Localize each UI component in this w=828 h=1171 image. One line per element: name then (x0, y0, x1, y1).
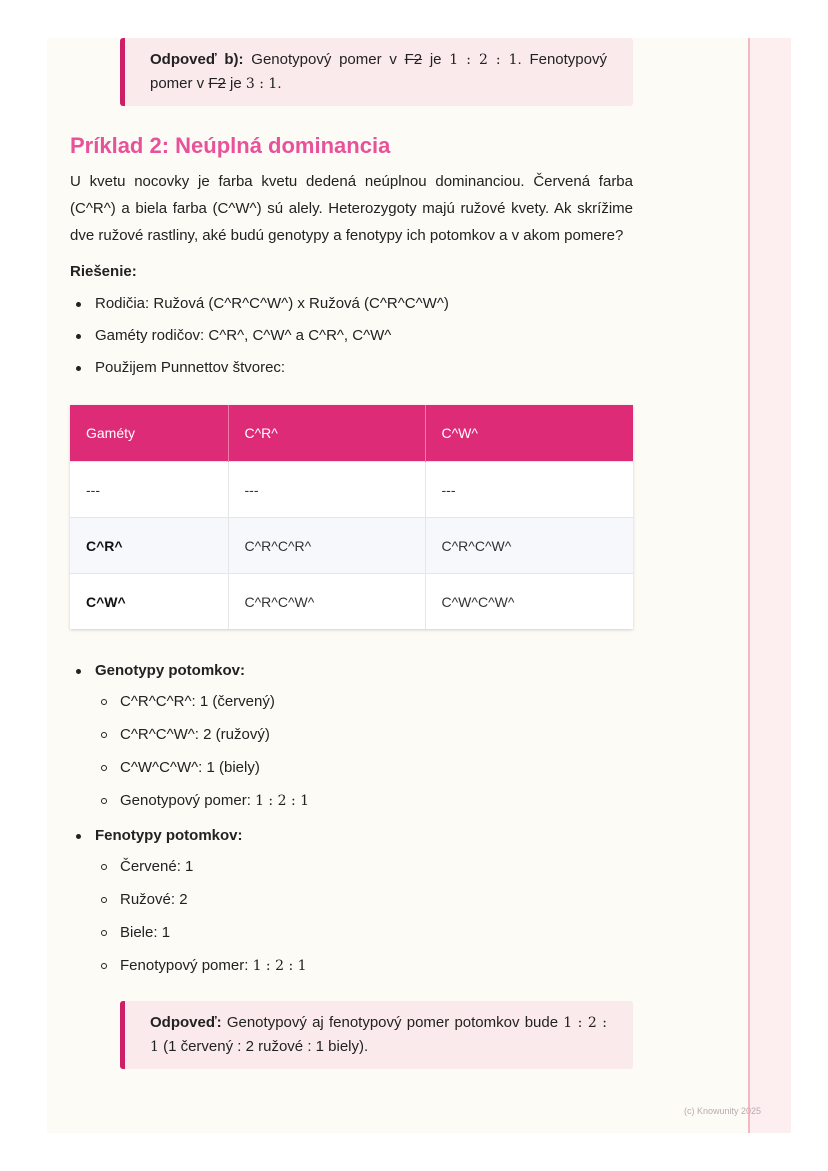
genotypes-title: Genotypy potomkov: (95, 662, 246, 679)
answer-b-text-5: . (277, 75, 282, 92)
final-answer-ratio: 1 : 2 : 1 (150, 1015, 608, 1055)
table-header-row (70, 405, 633, 462)
answer-b-f2: F2 (404, 51, 423, 68)
table-row (70, 574, 633, 630)
genotypes-list (95, 685, 633, 818)
answer-b-text-2: je (422, 51, 450, 68)
table-row-header: C^R^ (70, 518, 228, 574)
phenotype-ratio-value: 1 : 2 : 1 (252, 958, 307, 974)
table-header-cw: C^W^ (425, 405, 633, 462)
answer-b-text-1: Genotypový pomer v (243, 51, 405, 68)
phenotypes-list (95, 850, 633, 983)
table-cell: C^R^C^W^ (425, 518, 633, 574)
document-page (47, 38, 791, 1133)
table-row-header: C^W^ (70, 574, 228, 630)
copyright-note: (c) Knowunity 2025 (684, 1106, 762, 1116)
solution-label: Riešenie: (70, 263, 137, 280)
answer-b-f2-second: F2 (208, 75, 226, 92)
answer-b-text-4: je (225, 75, 246, 92)
final-answer-label: Odpoveď: (150, 1014, 222, 1031)
final-answer-box (120, 1001, 633, 1069)
table-cell: --- (425, 462, 633, 518)
table-cell: --- (70, 462, 228, 518)
phenotype-item: Červené: 1 (95, 850, 633, 883)
genotype-ratio-value: 1 : 2 : 1 (255, 793, 310, 809)
genotype-item: C^W^C^W^: 1 (biely) (95, 751, 633, 784)
example-2-text: U kvetu nocovky je farba kvetu dedená neúplnou dominanciou. Červená farba (C^R^) a biela farba (C^W^) sú alely. Heterozygoty majú ružové kvety. Ak skrížime dve ružové rastliny, aké budú genotypy a fenotypy ich potomkov a v akom pomere? (70, 173, 633, 244)
genotypes-group (70, 661, 633, 818)
answer-b-genotype-ratio: 1 : 2 : 1 (449, 52, 518, 68)
punnett-square-table (70, 405, 633, 629)
phenotype-ratio-label: Fenotypový pomer: (120, 957, 253, 974)
solution-steps (70, 294, 633, 378)
answer-b-phenotype-ratio: 3 : 1 (245, 76, 278, 92)
table-row (70, 518, 633, 574)
table-cell: C^R^C^W^ (228, 574, 425, 630)
genotype-item: C^R^C^W^: 2 (ružový) (95, 718, 633, 751)
table-cell: --- (228, 462, 425, 518)
table-header-cr: C^R^ (228, 405, 425, 462)
final-answer-text-2: (1 červený : 2 ružové : 1 biely). (158, 1038, 369, 1055)
step-gametes: Gaméty rodičov: C^R^, C^W^ a C^R^, C^W^ (70, 326, 633, 346)
example-2-heading: Príklad 2: Neúplná dominancia (70, 133, 391, 158)
step-parents: Rodičia: Ružová (C^R^C^W^) x Ružová (C^R^C^W^) (70, 294, 633, 314)
phenotype-ratio-item (95, 949, 633, 983)
answer-b-text-3: . Fenotypový pomer v (150, 51, 607, 92)
genotype-item: C^R^C^R^: 1 (červený) (95, 685, 633, 718)
answer-b-box (120, 38, 633, 106)
table-header-gametes: Gaméty (70, 405, 228, 462)
genotype-ratio-label: Genotypový pomer: (120, 792, 256, 809)
answer-b-label: Odpoveď b): (150, 51, 244, 68)
page-content (70, 38, 633, 1069)
table-row (70, 462, 633, 518)
phenotypes-group (70, 826, 633, 983)
table-cell: C^W^C^W^ (425, 574, 633, 630)
genotype-ratio-item (95, 784, 633, 818)
phenotype-item: Ružové: 2 (95, 883, 633, 916)
final-answer-text-1: Genotypový aj fenotypový pomer potomkov bude (221, 1014, 564, 1031)
page-margin-strip (748, 38, 791, 1133)
table-cell: C^R^C^R^ (228, 518, 425, 574)
phenotype-item: Biele: 1 (95, 916, 633, 949)
phenotypes-title: Fenotypy potomkov: (95, 827, 243, 844)
step-punnett: Použijem Punnettov štvorec: (70, 358, 633, 378)
